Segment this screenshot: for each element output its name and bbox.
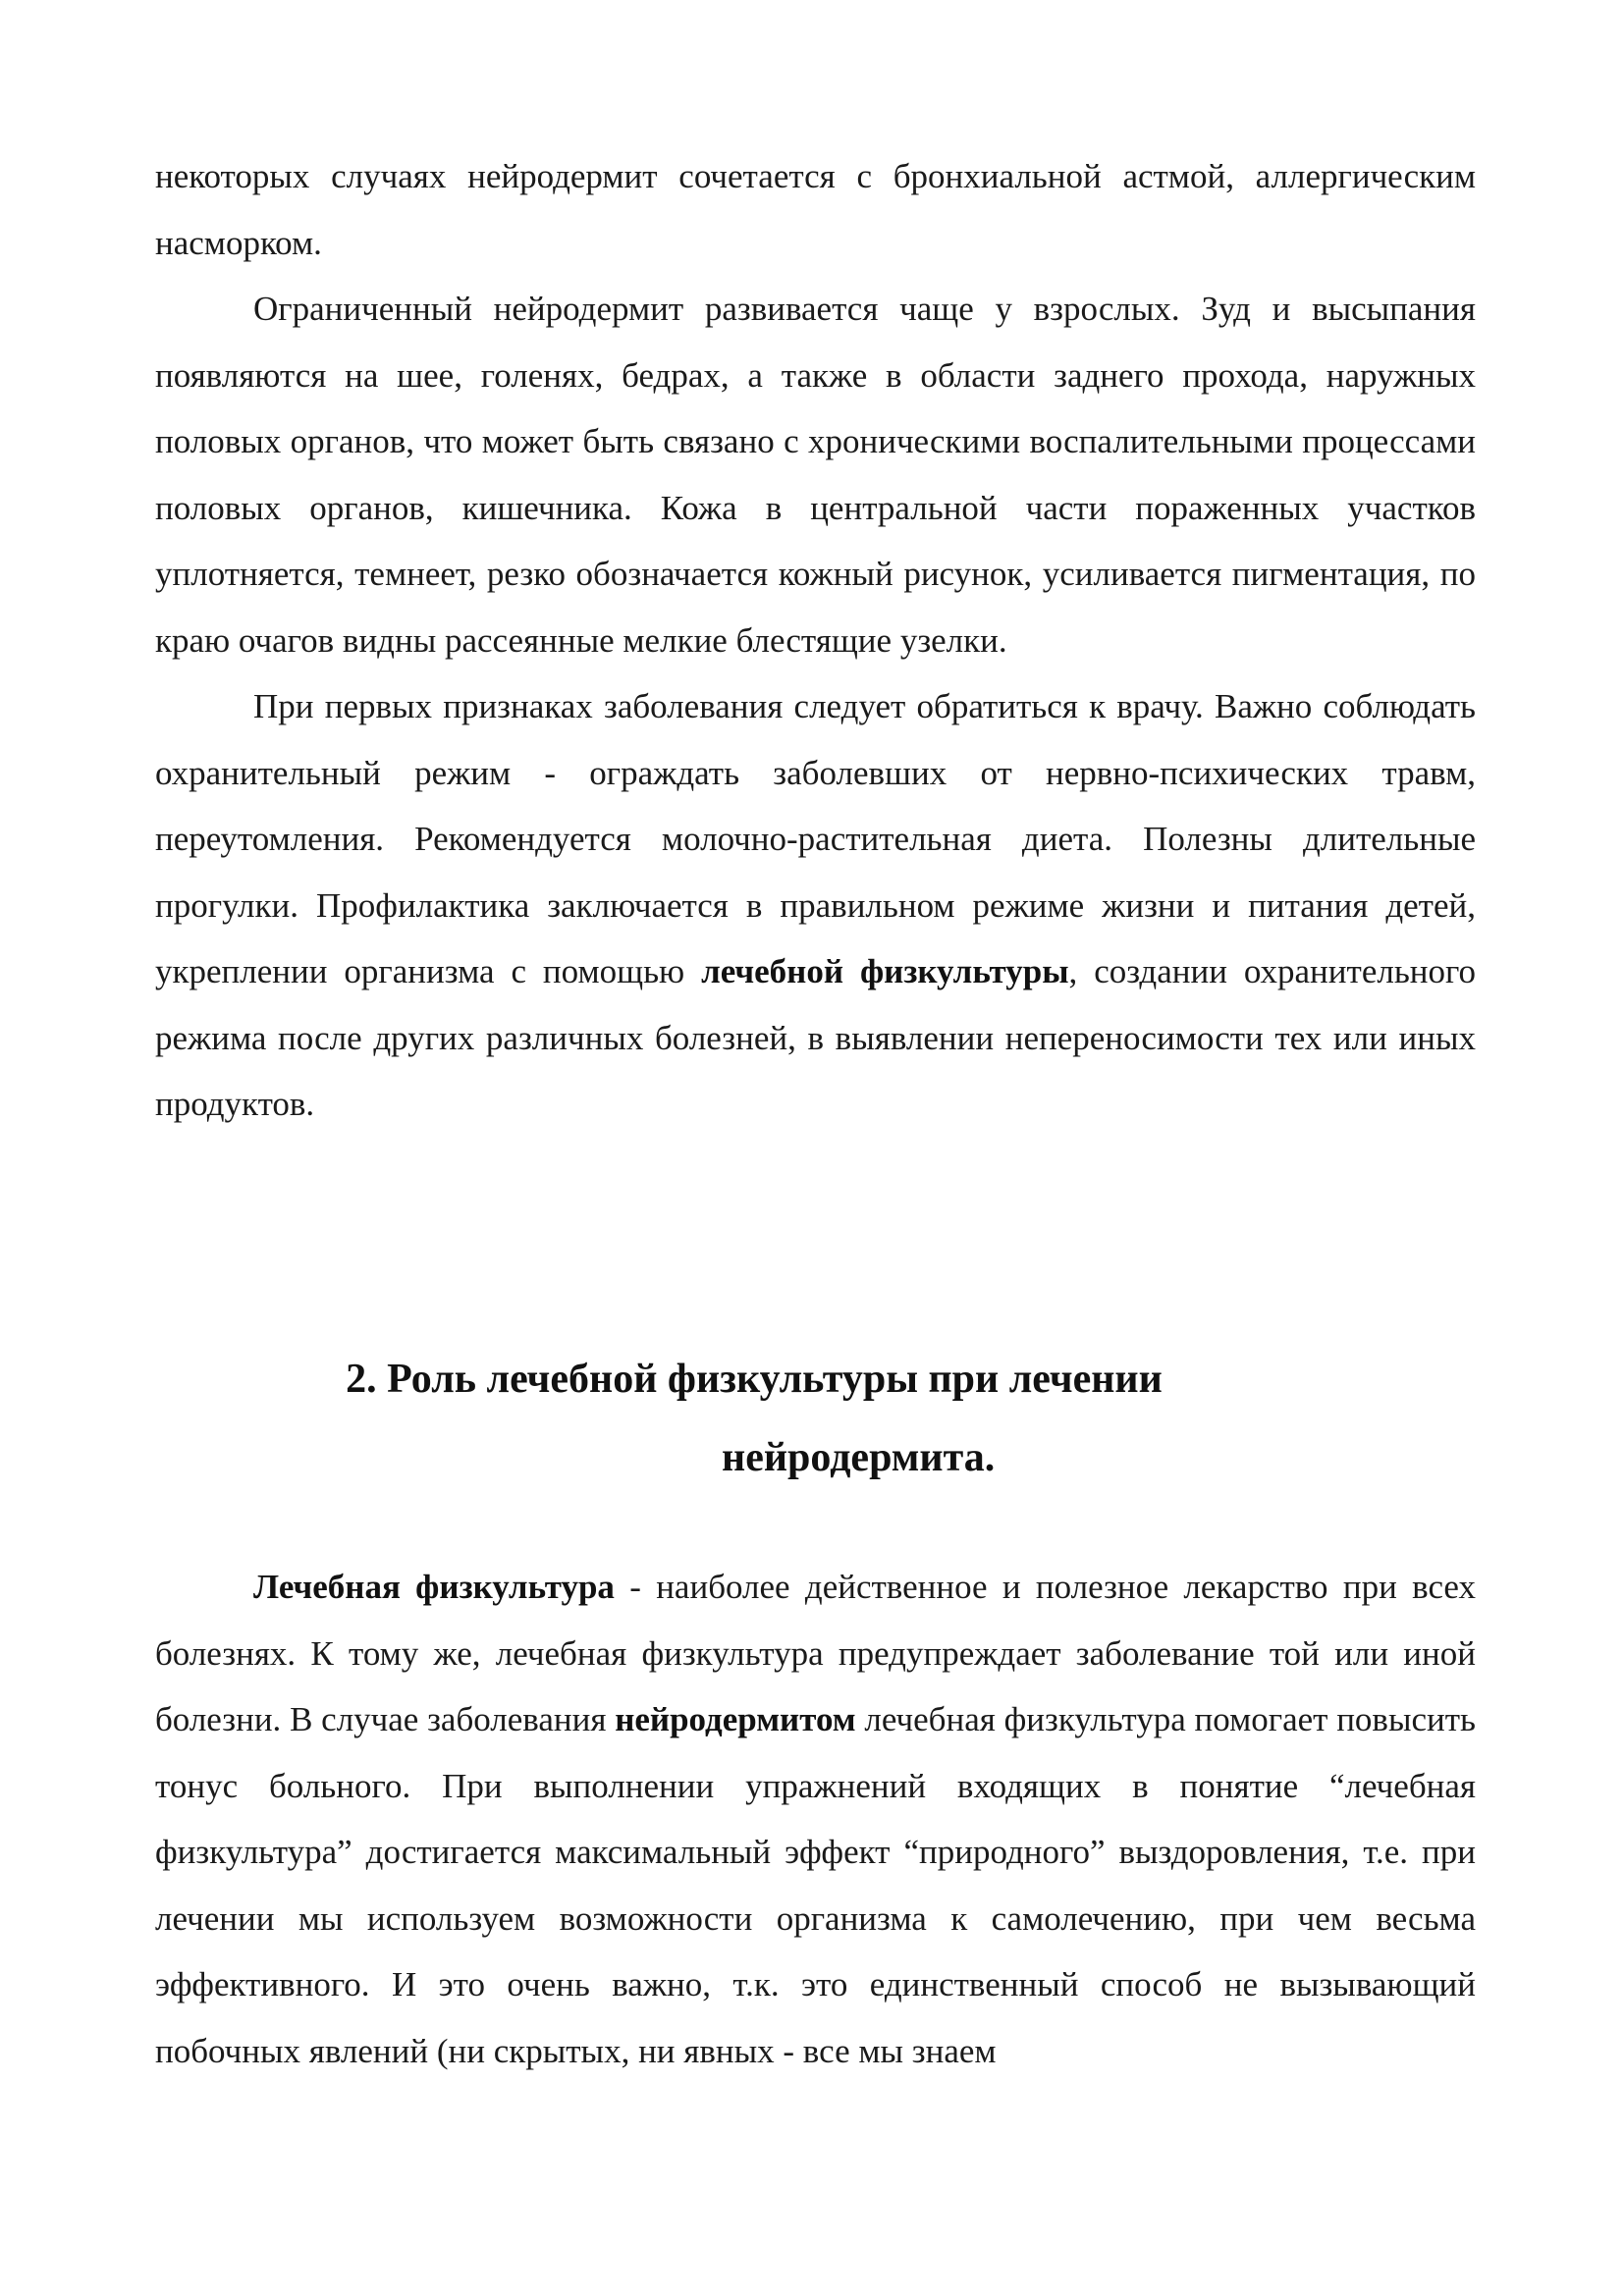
- bold-term-therapeutic-exercise: лечебной физкультуры: [701, 952, 1069, 990]
- text-block-top: [155, 143, 1476, 1138]
- paragraph-therapeutic-exercise-text: - наиболее действенное и полезное лекарство при всех болезнях. К тому же, лечебная физкультура предупреждает заболевание той или иной болезни. В случае заболевания: [155, 1568, 1476, 1738]
- text-block-bottom: [155, 1554, 1476, 2084]
- paragraph-therapeutic-exercise-tail: лечебная физкультура помогает повысить тонус больного. При выполнении упражнений входящих в понятие “лечебная физкультура” достигается максимальный эффект “природного” выздоровления, т.е. при лечении мы используем возможности организма к самолечению, при чем весьма эффективного. И это очень важно, т.к. это единственный способ не вызывающий побочных явлений (ни скрытых, ни явных - все мы знаем: [155, 1700, 1476, 2070]
- section-heading-line1: 2. Роль лечебной физкультуры при лечении: [346, 1357, 1163, 1402]
- paragraph-first-signs-tail: , создании охранительного режима после других различных болезней, в выявлении непереносимости тех или иных продуктов.: [155, 952, 1476, 1123]
- section-heading-line2: нейродермита.: [722, 1435, 996, 1480]
- paragraph-limited-neurodermatitis: Ограниченный нейродермит развивается чаще у взрослых. Зуд и высыпания появляются на шее, голенях, бедрах, а также в области заднего прохода, наружных половых органов, что может быть связано с хроническими воспалительными процессами половых органов, кишечника. Кожа в центральной части пораженных участков уплотняется, темнеет, резко обозначается кожный рисунок, усиливается пигментация, по краю очагов видны рассеянные мелкие блестящие узелки.: [155, 290, 1476, 660]
- paragraph-first-signs-text: При первых признаках заболевания следует обратиться к врачу. Важно соблюдать охранительный режим - ограждать заболевших от нервно-психических травм, переутомления. Рекомендуется молочно-растительная диета. Полезны длительные прогулки. Профилактика заключается в правильном режиме жизни и питания детей, укреплении организма с помощью: [155, 687, 1476, 990]
- section-heading: [155, 1340, 1476, 1497]
- bold-term-therapeutic-exercise-lead: Лечебная физкультура: [253, 1568, 615, 1606]
- paragraph-continuation: некоторых случаях нейродермит сочетается с бронхиальной астмой, аллергическим насморком.: [155, 157, 1476, 262]
- bold-term-neurodermatitis: нейродермитом: [615, 1700, 856, 1738]
- paragraph-therapeutic-exercise: [155, 1554, 1476, 2084]
- paragraph-first-signs: [155, 673, 1476, 1138]
